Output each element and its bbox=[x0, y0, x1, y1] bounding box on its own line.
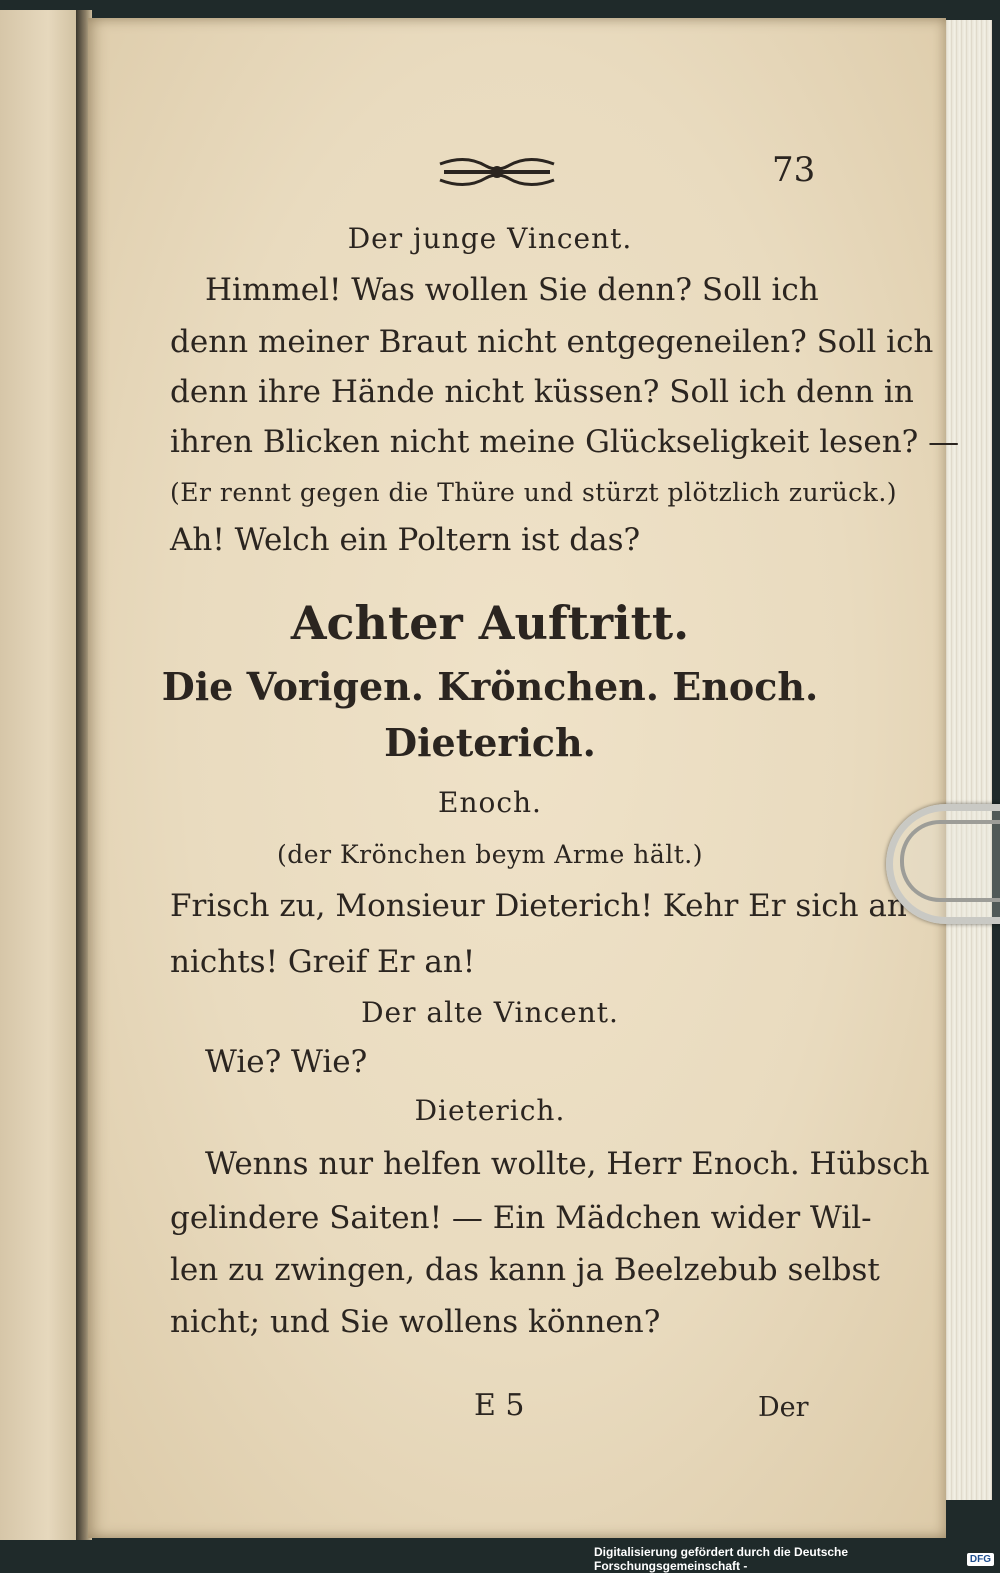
footer-credit: Digitalisierung gefördert durch die Deutsche Forschungsgemeinschaft - bbox=[594, 1545, 849, 1573]
speaker-label: Der junge Vincent. bbox=[347, 222, 633, 255]
speaker-label: Der alte Vincent. bbox=[361, 996, 619, 1029]
text-line: Wenns nur helfen wollte, Herr Enoch. Hübsch bbox=[205, 1146, 930, 1182]
text-line: len zu zwingen, das kann ja Beelzebub selbst bbox=[170, 1252, 880, 1288]
cast-list: Dieterich. bbox=[384, 720, 596, 765]
text-line: denn meiner Braut nicht entgegeneilen? Soll ich bbox=[170, 324, 934, 360]
page-number: 73 bbox=[772, 150, 816, 190]
cast-list: Die Vorigen. Krönchen. Enoch. bbox=[161, 664, 819, 709]
stage-direction: (der Krönchen beym Arme hält.) bbox=[277, 840, 703, 869]
text-line: denn ihre Hände nicht küssen? Soll ich denn in bbox=[170, 374, 914, 410]
text-line: gelindere Saiten! — Ein Mädchen wider Wil- bbox=[170, 1200, 872, 1236]
text-line: nichts! Greif Er an! bbox=[170, 944, 476, 980]
text-line: nicht; und Sie wollens können? bbox=[170, 1304, 661, 1340]
digitization-footer bbox=[594, 1545, 1000, 1573]
dfg-logo-icon: DFG bbox=[967, 1553, 994, 1566]
text-line: Ah! Welch ein Poltern ist das? bbox=[170, 522, 641, 558]
catchword: Der bbox=[758, 1392, 809, 1423]
left-facing-page bbox=[0, 10, 83, 1540]
signature-mark: E 5 bbox=[474, 1388, 525, 1423]
printers-ornament-icon bbox=[436, 150, 558, 194]
text-line: Himmel! Was wollen Sie denn? Soll ich bbox=[205, 272, 819, 308]
text-line: Frisch zu, Monsieur Dieterich! Kehr Er sich an bbox=[170, 888, 907, 924]
text-line: Wie? Wie? bbox=[205, 1044, 368, 1080]
text-line: ihren Blicken nicht meine Glückseligkeit lesen? — bbox=[170, 424, 960, 460]
stage-direction: (Er rennt gegen die Thüre und stürzt plötzlich zurück.) bbox=[170, 478, 898, 507]
paper-clip-inner-loop bbox=[900, 820, 1000, 902]
scene-heading: Achter Auftritt. bbox=[290, 596, 690, 650]
speaker-label: Dieterich. bbox=[414, 1094, 566, 1127]
speaker-label: Enoch. bbox=[438, 786, 542, 819]
